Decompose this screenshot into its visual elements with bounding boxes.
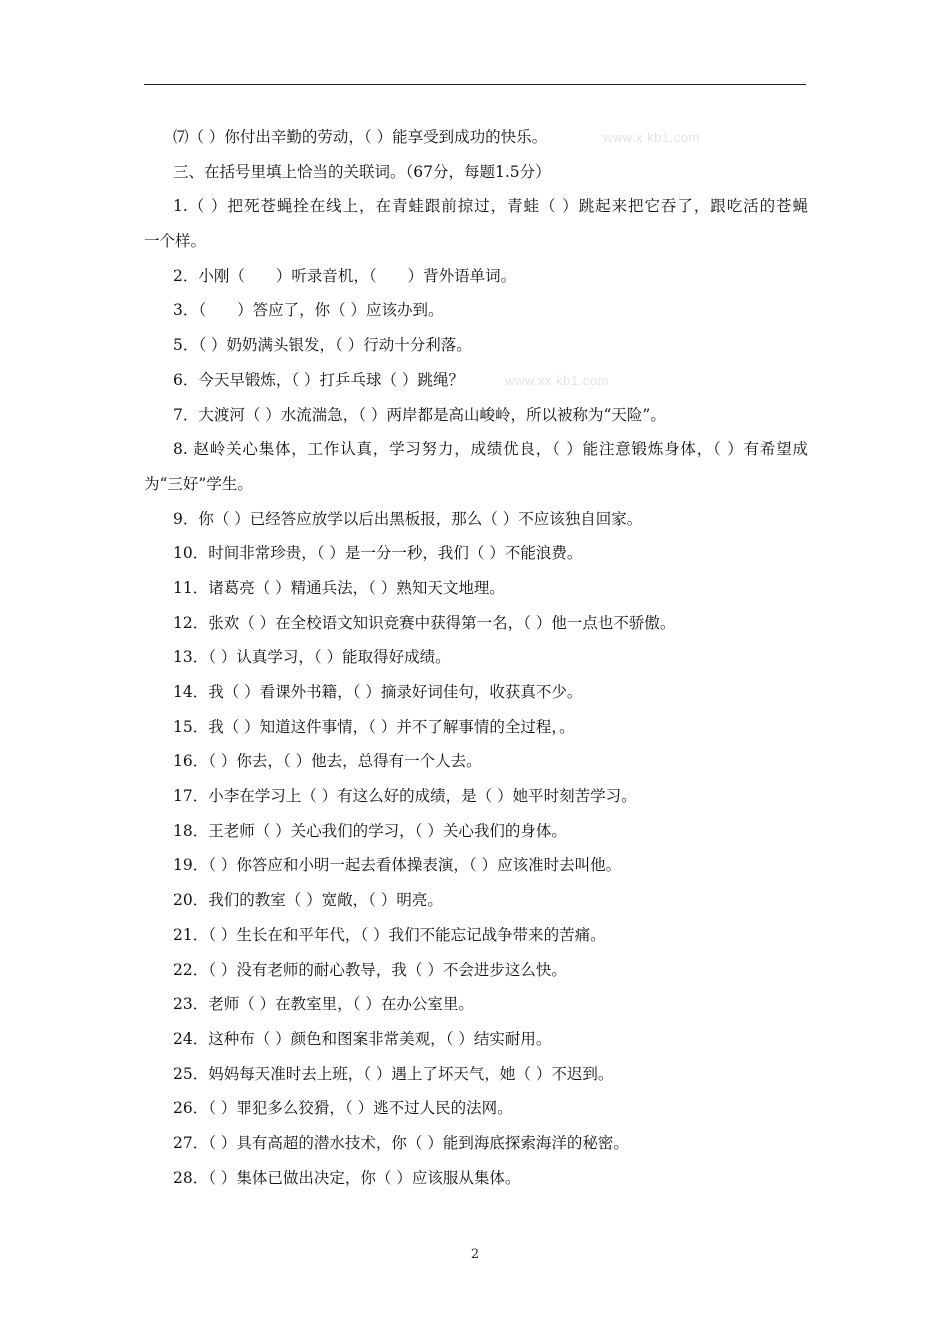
question-line: 17．小李在学习上（ ）有这么好的成绩，是（ ）她平时刻苦学习。 — [173, 787, 637, 806]
question-line: 22．（ ）没有老师的耐心教导，我（ ）不会进步这么快。 — [173, 960, 567, 979]
watermark: www.x kb1.com — [603, 130, 700, 145]
question-line: 24．这种布（ ）颜色和图案非常美观，（ ）结实耐用。 — [173, 1029, 552, 1048]
question-line: 9．你（ ）已经答应放学以后出黑板报，那么（ ）不应该独自回家。 — [173, 509, 643, 528]
question-line-continuation: 一个样。 — [144, 232, 207, 251]
question-line: 19．（ ）你答应和小明一起去看体操表演，（ ）应该准时去叫他。 — [173, 856, 622, 875]
watermark: www.xx kb1.com — [505, 373, 609, 388]
question-line: 7．大渡河（ ）水流湍急，（ ）两岸都是高山峻岭，所以被称为“天险”。 — [173, 405, 666, 424]
question-line: 21．（ ）生长在和平年代，（ ）我们不能忘记战争带来的苦痛。 — [173, 925, 606, 944]
question-line: 28．（ ）集体已做出决定，你（ ）应该服从集体。 — [173, 1168, 521, 1187]
question-line: 3．（ ）答应了，你（ ）应该办到。 — [173, 301, 444, 320]
header-rule — [144, 84, 806, 85]
page-number: 2 — [470, 1247, 480, 1262]
question-line: 23．老师（ ）在教室里，（ ）在办公室里。 — [173, 995, 474, 1014]
question-line: 2．小刚（ ）听录音机，（ ）背外语单词。 — [173, 266, 517, 285]
question-line: 1.（ ）把死苍蝇拴在线上，在青蛙跟前掠过，青蛙（ ）跳起来把它吞了，跟吃活的苍蝇 — [173, 197, 808, 216]
question-line: 18．王老师（ ）关心我们的学习，（ ）关心我们的身体。 — [173, 821, 567, 840]
question-line: 16．（ ）你去，（ ）他去，总得有一个人去。 — [173, 752, 482, 771]
question-line: 27．（ ）具有高超的潜水技术，你（ ）能到海底探索海洋的秘密。 — [173, 1133, 629, 1152]
question-line: 11．诸葛亮（ ）精通兵法，（ ）熟知天文地理。 — [173, 578, 505, 597]
question-line: 14．我（ ）看课外书籍，（ ）摘录好词佳句，收获真不少。 — [173, 683, 583, 701]
question-line: 20．我们的教室（ ）宽敞，（ ）明亮。 — [173, 891, 443, 910]
question-line: ⑺（ ）你付出辛勤的劳动，（ ）能享受到成功的快乐。 — [173, 128, 548, 146]
question-line: 10．时间非常珍贵，（ ）是一分一秒，我们（ ）不能浪费。 — [173, 544, 583, 563]
question-line-continuation: 为“三好”学生。 — [144, 474, 253, 493]
question-line: 13．（ ）认真学习，（ ）能取得好成绩。 — [173, 648, 451, 667]
question-line: 25．妈妈每天准时去上班，（ ）遇上了坏天气，她（ ）不迟到。 — [173, 1064, 614, 1083]
question-line: 5．（ ）奶奶满头银发，（ ）行动十分利落。 — [173, 336, 472, 355]
question-line: 12．张欢（ ）在全校语文知识竞赛中获得第一名，（ ）他一点也不骄傲。 — [173, 613, 676, 632]
document-body — [144, 120, 808, 1195]
question-line: 6．今天早锻炼，（ ）打乒乓球（ ）跳绳？ — [173, 370, 464, 389]
question-line: 15．我（ ）知道这件事情，（ ）并不了解事情的全过程，。 — [173, 717, 575, 736]
section-heading: 三、在括号里填上恰当的关联词。（67分，每题1.5分） — [173, 162, 551, 181]
question-line: 26．（ ）罪犯多么狡猾，（ ）逃不过人民的法网。 — [173, 1099, 513, 1118]
question-line: 8. 赵岭关心集体，工作认真，学习努力，成绩优良，（ ）能注意锻炼身体，（ ）有希望成 — [173, 440, 808, 459]
